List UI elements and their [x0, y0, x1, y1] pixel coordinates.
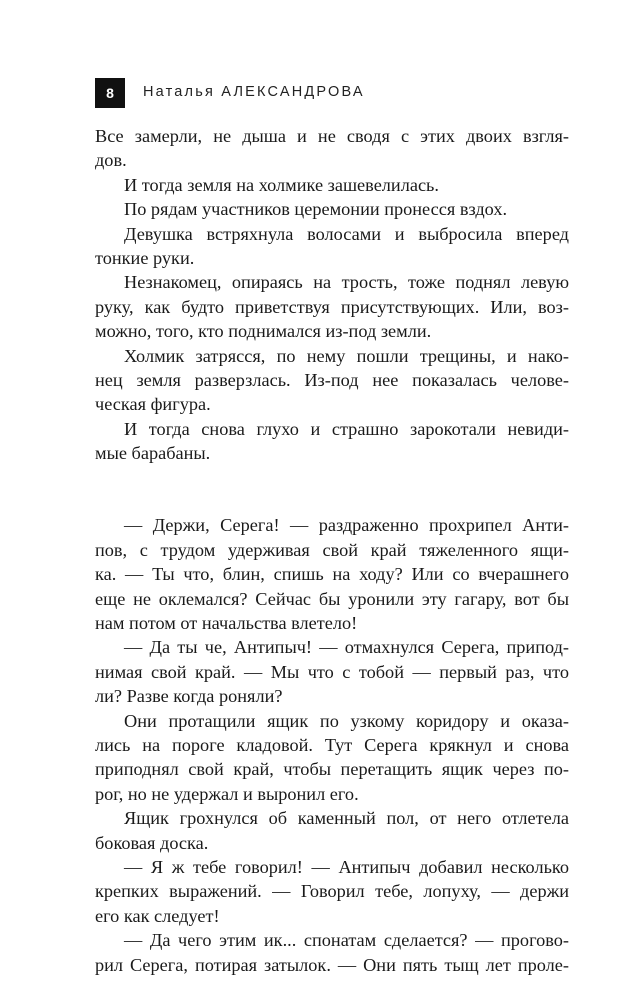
text-line: лись на пороге кладовой. Тут Серега крякнул и снова — [95, 734, 569, 755]
author-name: Наталья АЛЕКСАНДРОВА — [143, 84, 365, 100]
text-line: боковая доска. — [95, 832, 209, 853]
text-line: Ящик грохнулся об каменный пол, от него отлетела — [124, 808, 569, 829]
text-line: — Держи, Серега! — раздраженно прохрипел Анти- — [124, 515, 569, 536]
text-line: можно, того, кто поднимался из-под земли. — [95, 321, 432, 342]
text-line: И тогда земля на холмике зашевелилась. — [124, 174, 439, 195]
text-line: — Да чего этим ик... спонатам сделается? — прогово- — [124, 930, 569, 951]
text-line: нимая свой край. — Мы что с тобой — первый раз, что — [95, 661, 569, 682]
body-text — [95, 124, 569, 977]
text-line: ческая фигура. — [95, 394, 211, 415]
text-line: мые барабаны. — [95, 443, 211, 464]
text-line: рил Серега, потирая затылок. — Они пять тыщ лет проле- — [95, 954, 569, 975]
text-line: дов. — [95, 150, 127, 171]
text-line: ли? Разве когда роняли? — [95, 686, 283, 707]
text-line: приподнял свой край, чтобы перетащить ящик через по- — [95, 759, 569, 780]
text-line: рог, но не удержал и выронил его. — [95, 783, 359, 804]
text-line: Все замерли, не дыша и не сводя с этих двоих взгля- — [95, 126, 569, 146]
text-line: пов, с трудом удерживая свой край тяжеленного ящи- — [95, 539, 569, 560]
text-line: нец земля разверзлась. Из-под нее показалась челове- — [95, 369, 569, 390]
text-line: еще не оклемался? Сейчас бы уронили эту гагару, вот бы — [95, 588, 569, 609]
text-line: — Я ж тебе говорил! — Антипыч добавил несколько — [124, 856, 569, 877]
page-number: 8 — [95, 78, 125, 108]
running-header — [95, 78, 575, 108]
text-line: тонкие руки. — [95, 247, 195, 268]
text-line: Незнакомец, опираясь на трость, тоже поднял левую — [124, 272, 569, 293]
text-line: Холмик затрясся, по нему пошли трещины, и нако- — [124, 345, 569, 366]
text-line: — Да ты че, Антипыч! — отмахнулся Серега, припод- — [124, 637, 569, 658]
text-line: ка. — Ты что, блин, спишь на ходу? Или со вчерашнего — [95, 564, 569, 585]
text-line: И тогда снова глухо и страшно зарокотали невиди- — [124, 418, 569, 439]
section-break — [95, 465, 569, 513]
text-line: руку, как будто приветствуя присутствующих. Или, воз- — [95, 296, 569, 317]
text-line: крепких выражений. — Говорил тебе, лопуху, — держи — [95, 881, 569, 902]
text-line: Девушка встряхнула волосами и выбросила вперед — [124, 223, 569, 244]
text-line: нам потом от начальства влетело! — [95, 613, 358, 634]
text-line: По рядам участников церемонии пронесся вздох. — [124, 199, 508, 220]
text-line: его как следует! — [95, 905, 220, 926]
text-line: Они протащили ящик по узкому коридору и оказа- — [124, 710, 569, 731]
